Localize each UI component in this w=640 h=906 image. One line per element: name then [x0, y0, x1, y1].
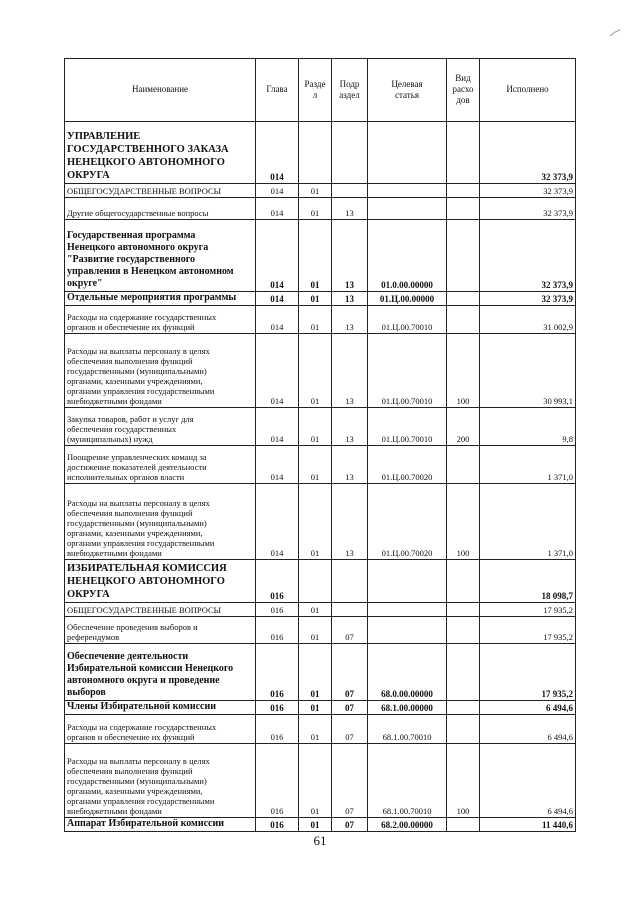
row-chapter: 014 [256, 446, 299, 484]
row-name: Расходы на содержание государственных органов и обеспечение их функций [65, 715, 256, 744]
row-target-article [368, 198, 447, 220]
row-section: 01 [299, 617, 332, 644]
row-section: 01 [299, 306, 332, 334]
row-expense-type [447, 560, 480, 603]
row-target-article: 01.0.00.00000 [368, 220, 447, 292]
table-row [65, 744, 576, 818]
row-chapter: 016 [256, 715, 299, 744]
row-executed-amount: 1 371,0 [480, 484, 576, 560]
row-executed-amount: 17 935,2 [480, 603, 576, 617]
row-target-article: 68.1.00.00000 [368, 701, 447, 715]
row-target-article: 68.2.00.00000 [368, 818, 447, 832]
header-chapter: Глава [256, 59, 299, 122]
row-expense-type: 100 [447, 334, 480, 408]
row-expense-type: 100 [447, 744, 480, 818]
table-row [65, 306, 576, 334]
row-subsection [332, 122, 368, 184]
row-expense-type [447, 220, 480, 292]
row-chapter: 014 [256, 408, 299, 446]
row-expense-type [447, 603, 480, 617]
row-chapter: 016 [256, 560, 299, 603]
row-expense-type [447, 644, 480, 701]
row-subsection: 07 [332, 617, 368, 644]
page-number: 61 [313, 833, 327, 848]
row-name: Отдельные мероприятия программы [65, 292, 256, 306]
row-chapter: 016 [256, 744, 299, 818]
header-expense-type: Вид расхо дов [447, 59, 480, 122]
row-subsection: 07 [332, 744, 368, 818]
row-chapter: 014 [256, 306, 299, 334]
table-row [65, 198, 576, 220]
budget-execution-table [64, 58, 576, 832]
row-subsection: 13 [332, 446, 368, 484]
row-expense-type [447, 701, 480, 715]
row-chapter: 014 [256, 484, 299, 560]
row-subsection: 13 [332, 198, 368, 220]
row-target-article [368, 184, 447, 198]
row-section: 01 [299, 292, 332, 306]
row-target-article: 01.Ц.00.70020 [368, 484, 447, 560]
row-name: Расходы на выплаты персоналу в целях обеспечения выполнения функций государственными (муниципальными) органами, казенными учреждениями, органами управления государственными внебюджетными фондами [65, 484, 256, 560]
header-target-article: Целевая статья [368, 59, 447, 122]
row-executed-amount: 6 494,6 [480, 744, 576, 818]
table-header-row [65, 59, 576, 122]
row-subsection [332, 603, 368, 617]
row-subsection: 07 [332, 818, 368, 832]
row-name: Обеспечение деятельности Избирательной комиссии Ненецкого автономного округа и проведение выборов [65, 644, 256, 701]
row-target-article [368, 617, 447, 644]
row-executed-amount: 9,8 [480, 408, 576, 446]
row-executed-amount: 11 440,6 [480, 818, 576, 832]
row-chapter: 016 [256, 617, 299, 644]
row-subsection: 13 [332, 408, 368, 446]
table-row [65, 484, 576, 560]
row-chapter: 014 [256, 220, 299, 292]
row-subsection: 13 [332, 484, 368, 560]
row-executed-amount: 6 494,6 [480, 715, 576, 744]
row-expense-type [447, 818, 480, 832]
row-executed-amount: 17 935,2 [480, 617, 576, 644]
table-row [65, 818, 576, 832]
row-target-article: 01.Ц.00.70010 [368, 334, 447, 408]
row-executed-amount: 32 373,9 [480, 198, 576, 220]
row-executed-amount: 32 373,9 [480, 122, 576, 184]
row-chapter: 016 [256, 701, 299, 715]
row-section: 01 [299, 198, 332, 220]
table-row [65, 560, 576, 603]
row-subsection: 07 [332, 644, 368, 701]
row-section: 01 [299, 484, 332, 560]
row-target-article [368, 122, 447, 184]
row-section [299, 560, 332, 603]
row-name: Обеспечение проведения выборов и референдумов [65, 617, 256, 644]
row-executed-amount: 18 098,7 [480, 560, 576, 603]
row-section: 01 [299, 701, 332, 715]
header-section: Разде л [299, 59, 332, 122]
header-subsection: Подр аздел [332, 59, 368, 122]
row-executed-amount: 30 993,1 [480, 334, 576, 408]
table-row [65, 334, 576, 408]
row-chapter: 014 [256, 184, 299, 198]
row-name: Расходы на содержание государственных органов и обеспечение их функций [65, 306, 256, 334]
row-subsection: 13 [332, 334, 368, 408]
row-section: 01 [299, 184, 332, 198]
row-expense-type [447, 122, 480, 184]
row-chapter: 014 [256, 292, 299, 306]
row-name: Расходы на выплаты персоналу в целях обеспечения выполнения функций государственными (муниципальными) органами, казенными учреждениями, органами управления государственными внебюджетными фондами [65, 334, 256, 408]
row-executed-amount: 17 935,2 [480, 644, 576, 701]
row-section: 01 [299, 603, 332, 617]
row-chapter: 016 [256, 644, 299, 701]
row-name: Закупка товаров, работ и услуг для обеспечения государственных (муниципальных) нужд [65, 408, 256, 446]
row-target-article: 01.Ц.00.70020 [368, 446, 447, 484]
row-section: 01 [299, 744, 332, 818]
row-expense-type [447, 446, 480, 484]
row-section: 01 [299, 644, 332, 701]
row-section: 01 [299, 408, 332, 446]
row-target-article: 01.Ц.00.00000 [368, 292, 447, 306]
row-expense-type [447, 715, 480, 744]
table-row [65, 220, 576, 292]
row-subsection: 13 [332, 306, 368, 334]
row-expense-type: 100 [447, 484, 480, 560]
table-row [65, 408, 576, 446]
row-target-article: 01.Ц.00.70010 [368, 306, 447, 334]
row-name: Поощрение управленческих команд за достижение показателей деятельности исполнительных органов власти [65, 446, 256, 484]
row-section: 01 [299, 715, 332, 744]
table-row [65, 644, 576, 701]
row-section: 01 [299, 220, 332, 292]
row-target-article [368, 603, 447, 617]
row-subsection [332, 560, 368, 603]
table-row [65, 603, 576, 617]
table-row [65, 446, 576, 484]
table-body [65, 122, 576, 832]
row-chapter: 014 [256, 198, 299, 220]
header-executed: Исполнено [480, 59, 576, 122]
row-subsection [332, 184, 368, 198]
row-section: 01 [299, 446, 332, 484]
header-name: Наименование [65, 59, 256, 122]
row-name: ОБЩЕГОСУДАРСТВЕННЫЕ ВОПРОСЫ [65, 603, 256, 617]
row-section: 01 [299, 818, 332, 832]
row-expense-type [447, 617, 480, 644]
row-name: Другие общегосударственные вопросы [65, 198, 256, 220]
row-name: Государственная программа Ненецкого автономного округа "Развитие государственного управления в Ненецком автономном округе" [65, 220, 256, 292]
row-expense-type [447, 198, 480, 220]
row-target-article: 01.Ц.00.70010 [368, 408, 447, 446]
table-row [65, 701, 576, 715]
row-expense-type [447, 306, 480, 334]
table-row [65, 292, 576, 306]
row-executed-amount: 32 373,9 [480, 184, 576, 198]
row-expense-type [447, 292, 480, 306]
row-executed-amount: 31 002,9 [480, 306, 576, 334]
row-expense-type [447, 184, 480, 198]
row-executed-amount: 32 373,9 [480, 292, 576, 306]
row-chapter: 016 [256, 603, 299, 617]
row-name: УПРАВЛЕНИЕ ГОСУДАРСТВЕННОГО ЗАКАЗА НЕНЕЦКОГО АВТОНОМНОГО ОКРУГА [65, 122, 256, 184]
row-executed-amount: 6 494,6 [480, 701, 576, 715]
row-executed-amount: 32 373,9 [480, 220, 576, 292]
row-name: Члены Избирательной комиссии [65, 701, 256, 715]
row-expense-type: 200 [447, 408, 480, 446]
row-subsection: 13 [332, 220, 368, 292]
row-name: ОБЩЕГОСУДАРСТВЕННЫЕ ВОПРОСЫ [65, 184, 256, 198]
row-section [299, 122, 332, 184]
row-target-article: 68.1.00.70010 [368, 715, 447, 744]
row-subsection: 07 [332, 701, 368, 715]
row-target-article: 68.0.00.00000 [368, 644, 447, 701]
row-name: ИЗБИРАТЕЛЬНАЯ КОМИССИЯ НЕНЕЦКОГО АВТОНОМНОГО ОКРУГА [65, 560, 256, 603]
row-subsection: 13 [332, 292, 368, 306]
page-corner-mark [608, 28, 622, 38]
row-chapter: 014 [256, 334, 299, 408]
row-executed-amount: 1 371,0 [480, 446, 576, 484]
row-chapter: 016 [256, 818, 299, 832]
table-row [65, 122, 576, 184]
row-target-article [368, 560, 447, 603]
row-name: Аппарат Избирательной комиссии [65, 818, 256, 832]
row-subsection: 07 [332, 715, 368, 744]
row-target-article: 68.1.00.70010 [368, 744, 447, 818]
table-row [65, 184, 576, 198]
table-row [65, 617, 576, 644]
row-chapter: 014 [256, 122, 299, 184]
table-row [65, 715, 576, 744]
row-name: Расходы на выплаты персоналу в целях обеспечения выполнения функций государственными (муниципальными) органами, казенными учреждениями, органами управления государственными внебюджетными фондами [65, 744, 256, 818]
row-section: 01 [299, 334, 332, 408]
